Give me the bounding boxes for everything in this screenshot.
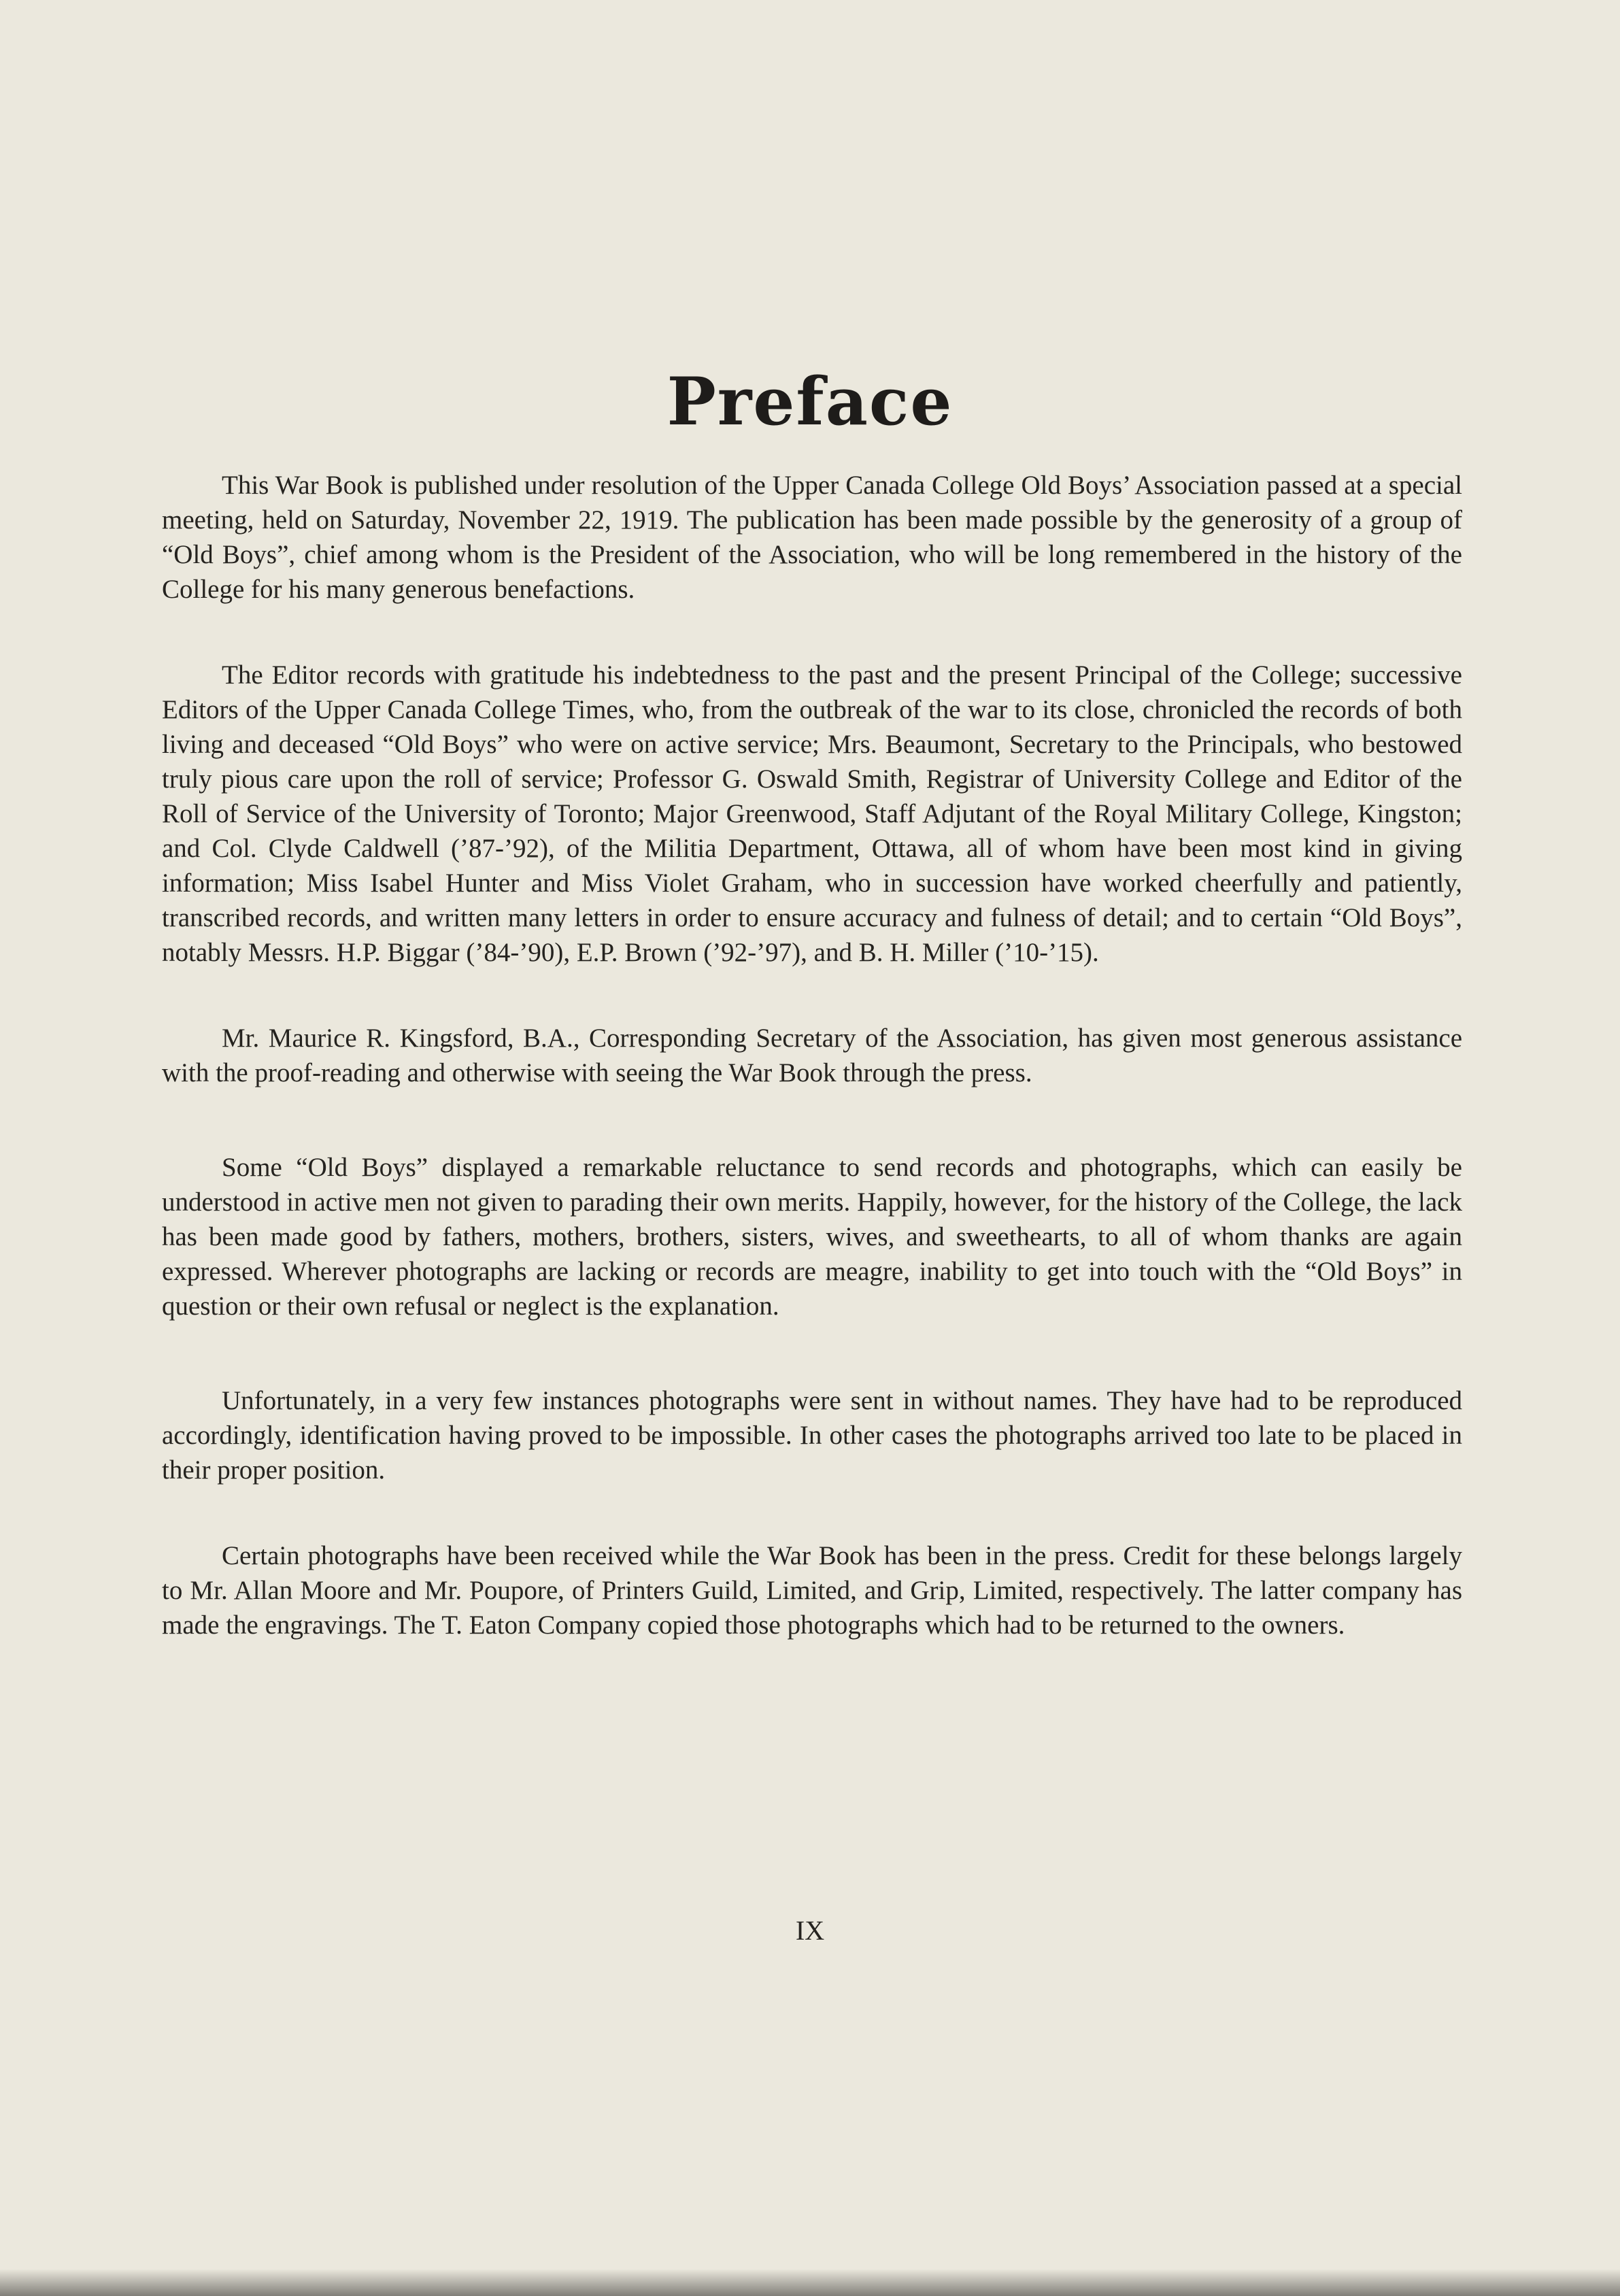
paragraph-proofreading: Mr. Maurice R. Kingsford, B.A., Corresponding Secretary of the Association, has given most generous assistance with the proof-reading and otherwise with seeing the War Book through the press.	[162, 1024, 1462, 1087]
paragraph-records: Some “Old Boys” displayed a remarkable reluctance to send records and photographs, which can easily be understood in active men not given to parading their own merits. Happily, however, for the history of the College, the lack has been made good by fathers, mothers, brothers, sisters, wives, and sweethearts, to all of whom thanks are again expressed. Wherever photographs are lacking or records are meagre, inability to get into touch with the “Old Boys” in question or their own refusal or neglect is the explanation.	[162, 1153, 1462, 1321]
paragraph-late-photographs: Certain photographs have been received while the War Book has been in the press. Credit for these belongs largely to Mr. Allan Moore and Mr. Poupore, of Printers Guild, Limited, and Grip, Limited, respectively. The latter company has made the engravings. The T. Eaton Company copied those photographs which had to be returned to the owners.	[162, 1541, 1462, 1640]
page-edge-shadow	[0, 2269, 1620, 2296]
body-text	[162, 468, 1462, 1693]
page-title: Preface	[666, 363, 954, 441]
paragraph-unnamed-photographs: Unfortunately, in a very few instances photographs were sent in without names. They have had to be reproduced accordingly, identification having proved to be impossible. In other cases the photographs arrived too late to be placed in their proper position.	[162, 1386, 1462, 1485]
paragraph-publication: This War Book is published under resolution of the Upper Canada College Old Boys’ Association passed at a special meeting, held on Saturday, November 22, 1919. The publication has been made possible by the generosity of a group of “Old Boys”, chief among whom is the President of the Association, who will be long remembered in the history of the College for his many generous benefactions.	[162, 471, 1462, 604]
paragraph-acknowledgements: The Editor records with gratitude his indebtedness to the past and the present Principal of the College; successive Editors of the Upper Canada College Times, who, from the outbreak of the war to its close, chronicled the records of both living and deceased “Old Boys” who were on active service; Mrs. Beaumont, Secretary to the Principals, who bestowed truly pious care upon the roll of service; Professor G. Oswald Smith, Registrar of University College and Editor of the Roll of Service of the University of Toronto; Major Greenwood, Staff Adjutant of the Royal Military College, Kingston; and Col. Clyde Caldwell (’87-’92), of the Militia Department, Ottawa, all of whom have been most kind in giving information; Miss Isabel Hunter and Miss Violet Graham, who in succession have worked cheerfully and patiently, transcribed records, and written many letters in order to ensure accuracy and fulness of detail; and to certain “Old Boys”, notably Messrs. H.P. Biggar (’84-’90), E.P. Brown (’92-’97), and B. H. Miller (’10-’15).	[162, 660, 1462, 967]
page-number: IX	[795, 1915, 825, 1946]
